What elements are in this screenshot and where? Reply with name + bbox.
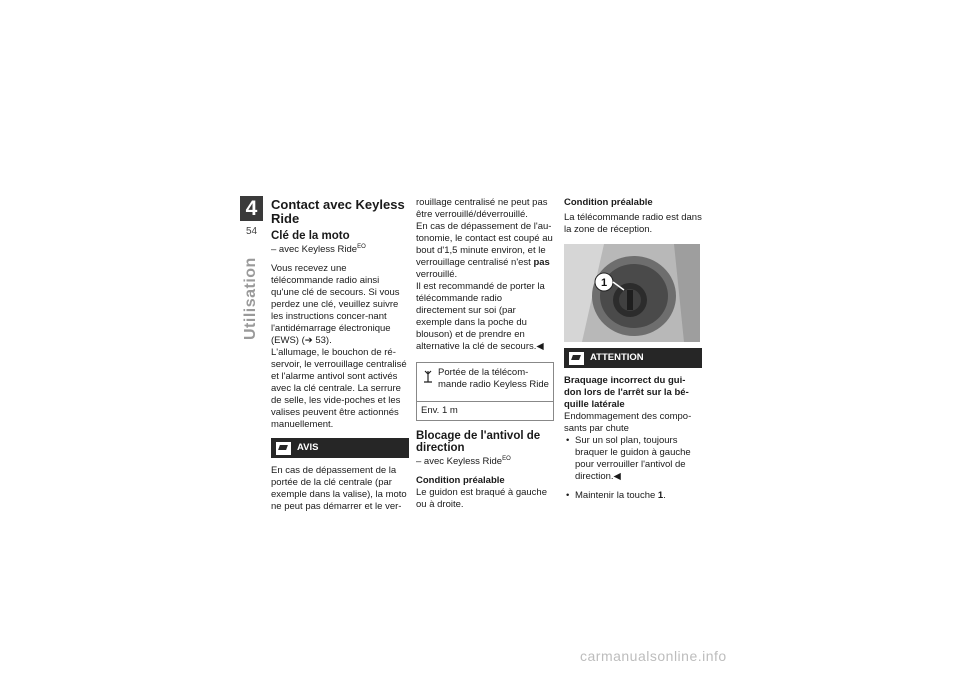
column-2 bbox=[416, 197, 554, 511]
section-heading: Clé de la moto bbox=[271, 230, 350, 242]
paragraph: Vous recevez une télécommande radio ainsi qu'une clé de secours. Si vous perdez une clé, veuillez suivre les instructions concer-nant l'antidémarrage électronique (EWS) (➔ 53). bbox=[271, 263, 400, 346]
column-1 bbox=[271, 197, 409, 513]
list-item: • Sur un sol plan, toujours braquer le guidon à gauche pour verrouiller l'antivol de direction.◀ bbox=[564, 435, 702, 483]
condition-label: Condition préalable bbox=[416, 475, 505, 486]
notice-banner bbox=[271, 438, 409, 458]
condition-text: La télécommande radio est dans la zone de réception. bbox=[564, 212, 702, 235]
warning-label: ATTENTION bbox=[590, 352, 644, 363]
column-3 bbox=[564, 197, 702, 502]
option-line: – avec Keyless Ride$^{EO}$ bbox=[271, 244, 366, 255]
notice-label: AVIS bbox=[297, 442, 319, 453]
antenna-icon bbox=[423, 369, 433, 383]
chapter-tab: 4 bbox=[240, 196, 263, 221]
spec-table bbox=[416, 362, 554, 421]
notice-text: En cas de dépassement de la portée de la clé centrale (par exemple dans la valise), la moto ne peut pas démarrer et le ver- bbox=[271, 465, 407, 512]
paragraph: L'allumage, le bouchon de ré-servoir, le verrouillage centralisé et l'alarme antivol sont activés avec la clé centrale. La serrure de selle, les vide-poches et les valises peuvent être actionnés manuellement. bbox=[271, 347, 407, 430]
warning-title: Braquage incorrect du gui-don lors de l'arrêt sur la bé-quille latérale bbox=[564, 375, 689, 410]
page-title: Contact avec Keyless Ride bbox=[271, 197, 405, 226]
paragraph: En cas de dépassement de l'au-tonomie, le contact est coupé au bout d'1,5 minute environ, et le verrouillage centralisé n'est pas verrouillé. bbox=[416, 221, 553, 280]
paragraph: rouillage centralisé ne peut pas être verrouillé/déverrouillé. bbox=[416, 197, 548, 220]
ignition-photo bbox=[564, 244, 700, 342]
page-number: 54 bbox=[245, 226, 258, 237]
option-line: – avec Keyless Ride$^{EO}$ bbox=[416, 456, 511, 467]
condition-text: Le guidon est braqué à gauche ou à droite. bbox=[416, 487, 547, 510]
section-heading: Blocage de l'antivol de direction bbox=[416, 430, 541, 454]
ignition-illustration bbox=[564, 244, 700, 342]
list-item: • Maintenir la touche 1. bbox=[564, 490, 702, 502]
paragraph: Il est recommandé de porter la télécommande radio directement sur soi (par exemple dans la poche du blouson) et de prendre en alternative la clé de secours.◀ bbox=[416, 281, 545, 352]
watermark: carmanualsonline.info bbox=[580, 648, 727, 664]
photo-callout: 1 bbox=[600, 277, 608, 289]
spec-value: Env. 1 m bbox=[417, 401, 553, 420]
spec-header bbox=[417, 363, 553, 401]
notice-icon bbox=[276, 442, 291, 455]
condition-label: Condition préalable bbox=[564, 197, 653, 208]
spec-label: Portée de la télécom-mande radio Keyless Ride bbox=[438, 367, 549, 390]
warning-banner bbox=[564, 348, 702, 368]
warning-icon bbox=[569, 352, 584, 365]
warning-text: Endommagement des compo-sants par chute bbox=[564, 411, 692, 434]
instruction-list bbox=[564, 435, 702, 502]
